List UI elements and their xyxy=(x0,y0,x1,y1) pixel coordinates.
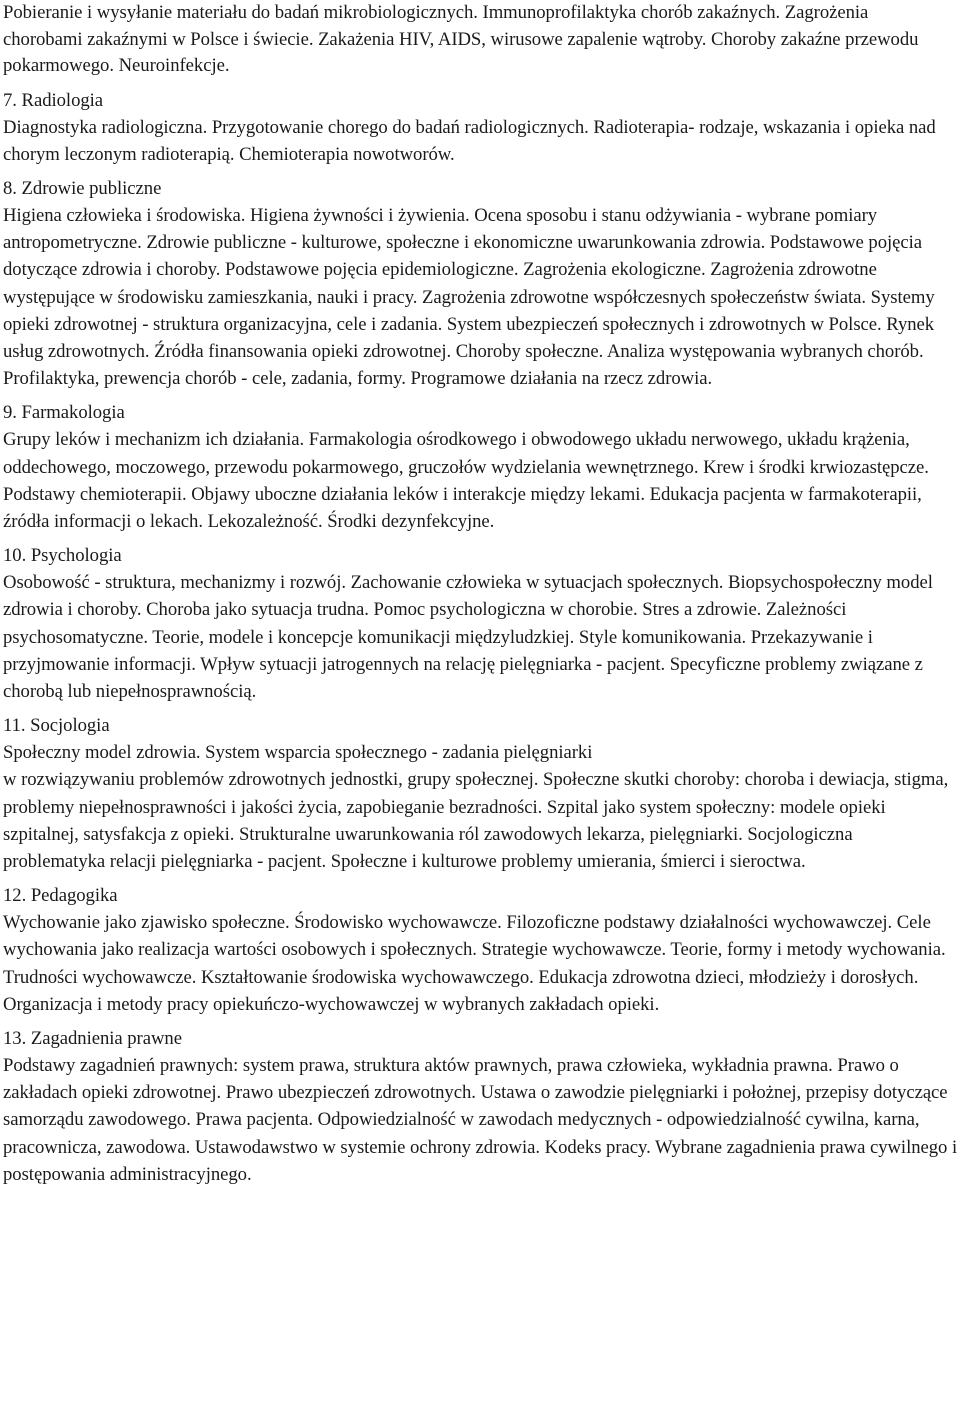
section-title: 9. Farmakologia xyxy=(3,402,125,424)
intro-paragraph: Pobieranie i wysyłanie materiału do badań mikrobiologicznych. Immunoprofilaktyka chorób zakaźnych. Zagrożenia chorobami zakaźnymi w Polsce i świecie. Zakażenia HIV, AIDS, wirusowe zapalenie wątroby. Choroby zakaźne przewodu pokarmowego. Neuroinfekcje. xyxy=(3,2,919,76)
section-title: 8. Zdrowie publiczne xyxy=(3,177,162,199)
section-farmakologia xyxy=(3,399,958,535)
section-body: Grupy leków i mechanizm ich działania. Farmakologia ośrodkowego i obwodowego układu nerwowego, układu krążenia, oddechowego, moczowego, przewodu pokarmowego, gruczołów wydzielania wewnętrznego. Krew i środki krwiozastępcze. Podstawy chemioterapii. Objawy uboczne działania leków i interakcje między lekami. Edukacja pacjenta w farmakoterapii, źródła informacji o lekach. Lekozależność. Środki dezynfekcyjne. xyxy=(3,429,929,532)
section-title: 10. Psychologia xyxy=(3,545,122,567)
section-body: Higiena człowieka i środowiska. Higiena żywności i żywienia. Ocena sposobu i stanu odżywiania - wybrane pomiary antropometryczne. Zdrowie publiczne - kulturowe, społeczne i ekonomiczne uwarunkowania zdrowia. Podstawowe pojęcia dotyczące zdrowia i choroby. Podstawowe pojęcia epidemiologiczne. Zagrożenia ekologiczne. Zagrożenia zdrowotne występujące w środowisku zamieszkania, nauki i pracy. Zagrożenia zdrowotne współczesnych społeczeństw świata. Systemy opieki zdrowotnej - struktura organizacyjna, cele i zadania. System ubezpieczeń społecznych i zdrowotnych w Polsce. Rynek usług zdrowotnych. Źródła finansowania opieki zdrowotnej. Choroby społeczne. Analiza występowania wybranych chorób. Profilaktyka, prewencja chorób - cele, zadania, formy. Programowe działania na rzecz zdrowia. xyxy=(3,204,935,390)
section-socjologia xyxy=(3,712,958,875)
section-zdrowie-publiczne xyxy=(3,175,958,392)
section-body: w rozwiązywaniu problemów zdrowotnych jednostki, grupy społecznej. Społeczne skutki choroby: choroba i dewiacja, stigma, problemy niepełnosprawności i jakości życia, zapobieganie bezradności. Szpital jako system społeczny: modele opieki szpitalnej, satysfakcja z opieki. Strukturalne uwarunkowania ról zawodowych lekarza, pielęgniarki. Socjologiczna problematyka relacji pielęgniarka - pacjent. Społeczne i kulturowe problemy umierania, śmierci i sieroctwa. xyxy=(3,769,949,872)
section-body-line-1: Społeczny model zdrowia. System wsparcia społecznego - zadania pielęgniarki xyxy=(3,742,593,764)
section-title: 7. Radiologia xyxy=(3,89,104,111)
section-psychologia xyxy=(3,542,958,705)
section-body: Wychowanie jako zjawisko społeczne. Środowisko wychowawcze. Filozoficzne podstawy działalności wychowawczej. Cele wychowania jako realizacja wartości osobowych i społecznych. Strategie wychowawcze. Teorie, formy i metody wychowania. Trudności wychowawcze. Kształtowanie środowiska wychowawczego. Edukacja zdrowotna dzieci, młodzieży i dorosłych. Organizacja i metody pracy opiekuńczo-wychowawczej w wybranych zakładach opieki. xyxy=(3,912,946,1015)
section-radiologia xyxy=(3,87,943,168)
section-zagadnienia-prawne xyxy=(3,1025,958,1188)
section-body: Podstawy zagadnień prawnych: system prawa, struktura aktów prawnych, prawa człowieka, wykładnia prawna. Prawo o zakładach opieki zdrowotnej. Prawo ubezpieczeń zdrowotnych. Ustawa o zawodzie pielęgniarki i położnej, przepisy dotyczące samorządu zawodowego. Prawa pacjenta. Odpowiedzialność w zawodach medycznych - odpowiedzialność cywilna, karna, pracownicza, zawodowa. Ustawodawstwo w systemie ochrony zdrowia. Kodeks pracy. Wybrane zagadnienia prawa cywilnego i postępowania administracyjnego. xyxy=(3,1054,958,1185)
section-title: 12. Pedagogika xyxy=(3,885,118,907)
section-body: Osobowość - struktura, mechanizmy i rozwój. Zachowanie człowieka w sytuacjach społecznych. Biopsychospołeczny model zdrowia i choroby. Choroba jako sytuacja trudna. Pomoc psychologiczna w chorobie. Stres a zdrowie. Zależności psychosomatyczne. Teorie, modele i koncepcje komunikacji międzyludzkiej. Style komunikowania. Przekazywanie i przyjmowanie informacji. Wpływ sytuacji jatrogennych na relację pielęgniarka - pacjent. Specyficzne problemy związane z chorobą lub niepełnosprawnością. xyxy=(3,572,933,702)
section-pedagogika xyxy=(3,882,958,1018)
section-title: 13. Zagadnienia prawne xyxy=(3,1027,182,1049)
section-title: 11. Socjologia xyxy=(3,715,110,737)
section-body: Diagnostyka radiologiczna. Przygotowanie chorego do badań radiologicznych. Radioterapia- rodzaje, wskazania i opieka nad chorym leczonym radioterapią. Chemioterapia nowotworów. xyxy=(3,116,936,165)
